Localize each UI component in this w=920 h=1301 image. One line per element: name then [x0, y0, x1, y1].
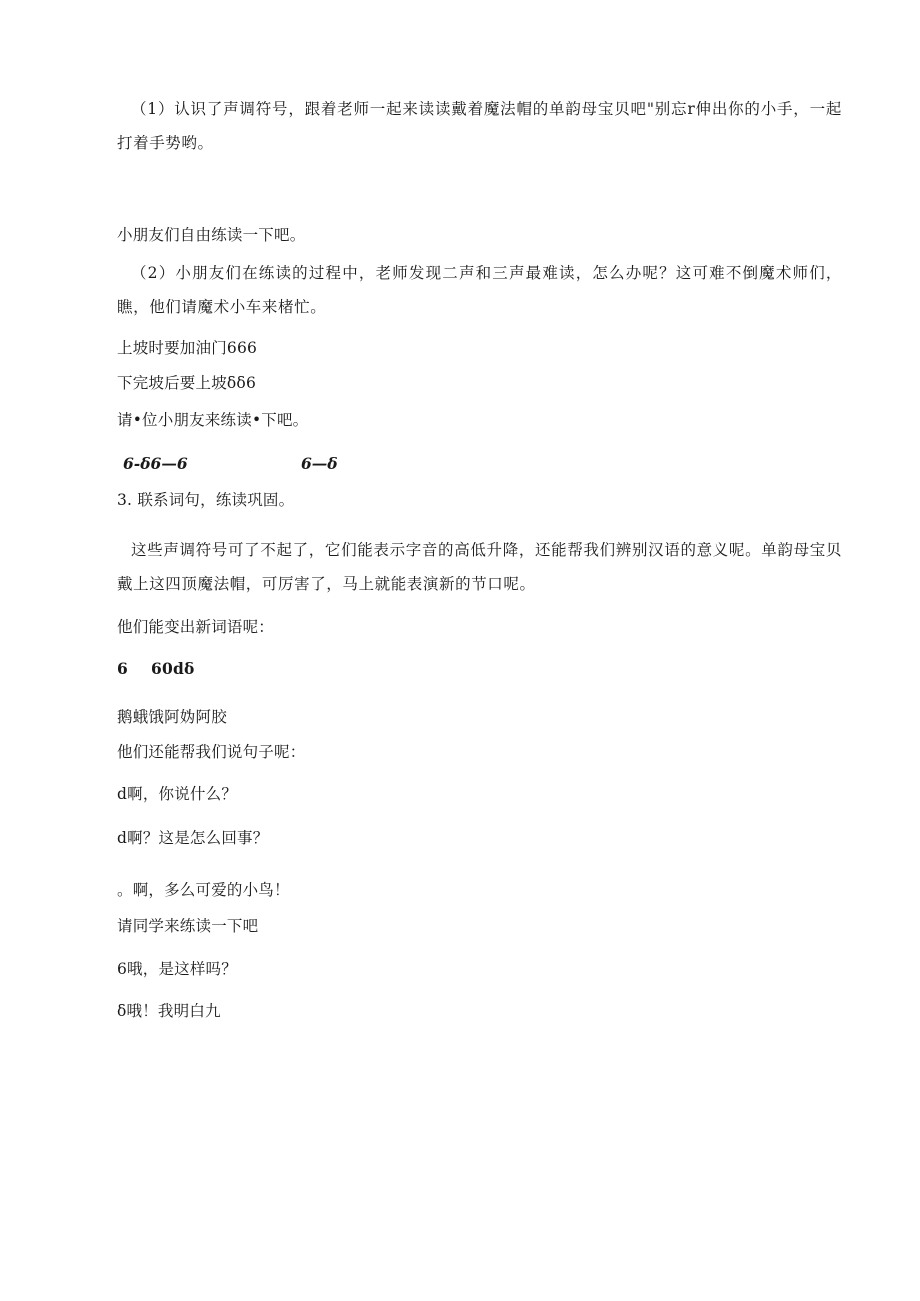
- heading-section-3: 3. 联系词句，练读巩固。: [117, 491, 295, 509]
- line-new-words: 他们能变出新词语呢：: [117, 618, 275, 636]
- formula-b: 6—δ: [301, 454, 338, 473]
- paragraph-tone-meaning: 这些声调符号可了不起了，它们能表示字音的高低升降，还能帮我们辨别汉语的意义呢。单韵母宝贝戴上这四顶魔法帽，可厉害了，马上就能表演新的节口呢。: [117, 541, 842, 593]
- paragraph-tone-marks: （1）认识了声调符号，跟着老师一起来读读戴着魔法帽的单韵母宝贝吧"别忘r伸出你的小手，一起打着手势哟。: [117, 100, 842, 152]
- pinyin-b: 60dδ: [151, 659, 195, 678]
- line-downhill: 下完坡后要上坡δδ6: [117, 374, 257, 392]
- line-words: 鹅蛾饿阿妫阿胶: [117, 708, 227, 726]
- sentence-1: d啊，你说什么？: [117, 785, 238, 803]
- pinyin-a: 6: [117, 659, 128, 678]
- sentence-4: 6哦，是这样吗？: [117, 960, 237, 978]
- paragraph-second-third-tone: （2）小朋友们在练读的过程中，老师发现二声和三声最难读，怎么办呢？这可难不倒魔术师们，瞧，他们请魔术小车来楮忙。: [117, 264, 842, 316]
- line-classmates: 请同学来练读一下吧: [117, 917, 259, 935]
- line-free-read: 小朋友们自由练读一下吧。: [117, 226, 306, 244]
- line-ask-student: 请•位小朋友来练读•下吧。: [117, 411, 309, 429]
- sentence-2: d啊？这是怎么回事？: [117, 829, 269, 847]
- sentence-5: δ哦！我明白九: [117, 1002, 221, 1020]
- line-uphill: 上坡时要加油门666: [117, 339, 258, 357]
- formula-a: 6-δ6—6: [123, 454, 188, 473]
- sentence-3: 。啊，多么可爱的小鸟！: [117, 881, 290, 899]
- line-sentences: 他们还能帮我们说句子呢：: [117, 743, 306, 761]
